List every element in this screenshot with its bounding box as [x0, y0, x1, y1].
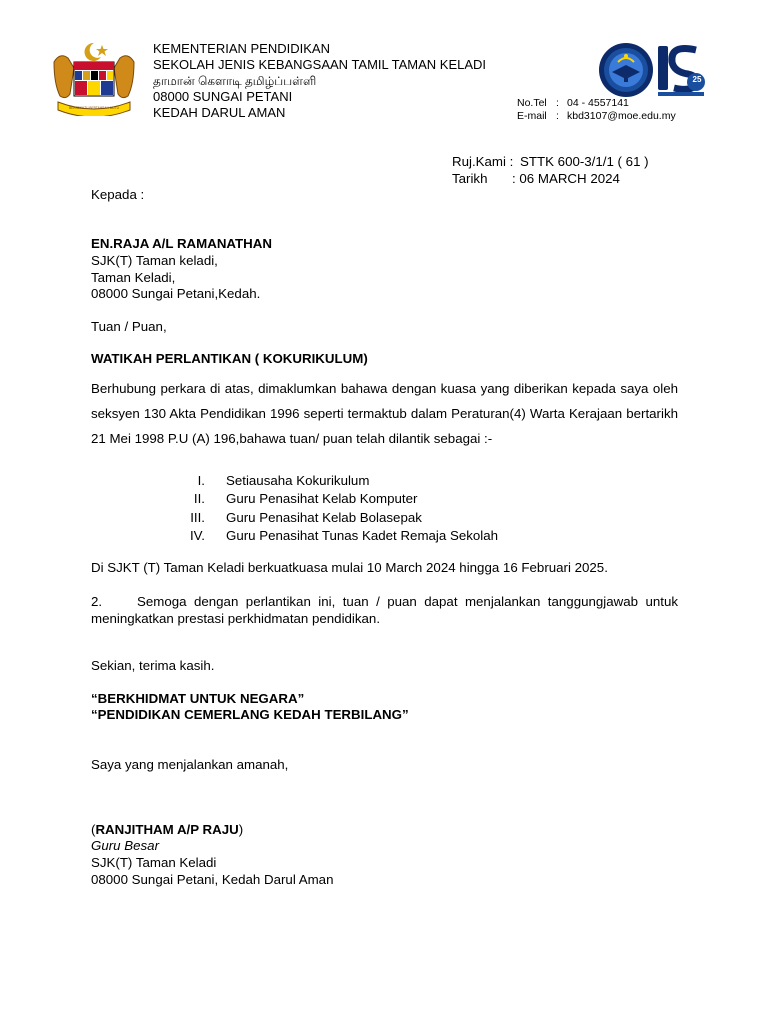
- list-text: Guru Penasihat Kelab Bolasepak: [226, 510, 422, 525]
- school-emblem-icon: [598, 42, 654, 98]
- school-name-tamil: தாமான் கெளாடி தமிழ்ப்பள்ளி: [153, 74, 317, 88]
- school-state: KEDAH DARUL AMAN: [153, 105, 286, 120]
- closing-line: Sekian, terima kasih.: [91, 658, 215, 673]
- list-number: I.: [197, 473, 205, 488]
- body-intro-paragraph: Berhubung perkara di atas, dimaklumkan bahawa dengan kuasa yang diberikan kepada saya oleh seksyen 130 Akta Pendidikan 1996 seperti termaktub dalam Peraturan(4) Warta Kerajaan bertarikh 21 Mei 1998 P.U (A) 196,bahawa tuan/ puan telah dilantik sebagai :-: [91, 381, 678, 446]
- recipient-address-line: SJK(T) Taman keladi,: [91, 253, 218, 268]
- signatory-school: SJK(T) Taman Keladi: [91, 855, 217, 870]
- tel-label: No.Tel: [517, 97, 547, 109]
- letterhead: [0, 0, 768, 130]
- recipient-kepada: Kepada :: [91, 187, 145, 202]
- trust-line: Saya yang menjalankan amanah,: [91, 757, 289, 772]
- email-colon: :: [556, 110, 559, 122]
- list-text: Setiausaha Kokurikulum: [226, 473, 370, 488]
- ref-value: STTK 600-3/1/1 ( 61 ): [520, 154, 649, 169]
- letter-subject: WATIKAH PERLANTIKAN ( KOKURIKULUM): [91, 351, 368, 366]
- recipient-name: EN.RAJA A/L RAMANATHAN: [91, 236, 272, 251]
- paragraph-2: [91, 593, 678, 627]
- motto-line-2: “PENDIDIKAN CEMERLANG KEDAH TERBILANG”: [91, 707, 409, 722]
- signatory-name: RANJITHAM A/P RAJU: [95, 822, 239, 837]
- recipient-address-line: Taman Keladi,: [91, 270, 176, 285]
- tel-value: 04 - 4557141: [567, 97, 629, 109]
- date-value: : 06 MARCH 2024: [512, 171, 620, 186]
- list-number: IV.: [189, 528, 205, 543]
- date-label: Tarikh: [452, 171, 488, 186]
- quality-logo-icon: [656, 42, 706, 98]
- school-name: SEKOLAH JENIS KEBANGSAAN TAMIL TAMAN KELADI: [153, 57, 487, 72]
- ref-label: Ruj.Kami :: [452, 154, 514, 169]
- list-item: [91, 526, 591, 545]
- list-number: III.: [190, 510, 205, 525]
- list-item: [91, 489, 591, 508]
- list-text: Guru Penasihat Kelab Komputer: [226, 491, 418, 506]
- salutation: Tuan / Puan,: [91, 319, 167, 334]
- open-paren: (: [91, 822, 96, 837]
- signatory-title: Guru Besar: [91, 838, 159, 853]
- email-value: kbd3107@moe.edu.my: [567, 110, 676, 122]
- ministry-name: KEMENTERIAN PENDIDIKAN: [153, 41, 330, 56]
- quality-logo-number: 25: [692, 75, 702, 84]
- coat-of-arms-icon: [48, 40, 140, 116]
- signatory-address: 08000 Sungai Petani, Kedah Darul Aman: [91, 872, 334, 887]
- school-postcode-city: 08000 SUNGAI PETANI: [153, 89, 293, 104]
- validity-statement: Di SJKT (T) Taman Keladi berkuatkuasa mulai 10 March 2024 hingga 16 Februari 2025.: [91, 560, 608, 575]
- list-number: II.: [193, 491, 205, 506]
- roles-list: [91, 471, 591, 551]
- list-text: Guru Penasihat Tunas Kadet Remaja Sekolah: [226, 528, 499, 543]
- paragraph-number: 2.: [91, 594, 103, 609]
- recipient-address-line: 08000 Sungai Petani,Kedah.: [91, 286, 261, 301]
- motto-line-1: “BERKHIDMAT UNTUK NEGARA”: [91, 691, 305, 706]
- tel-colon: :: [556, 97, 559, 109]
- close-paren: ): [238, 822, 244, 837]
- list-item: [91, 508, 591, 527]
- signatory-name-line: [91, 821, 243, 838]
- email-label: E-mail: [517, 110, 547, 122]
- crest-motto: BERSEKUTU BERTAMBAH MUTU: [68, 106, 119, 110]
- list-item: [91, 471, 591, 490]
- paragraph-2-text: Semoga dengan perlantikan ini, tuan / puan dapat menjalankan tanggungjawab untuk meningkatkan prestasi perkhidmatan pendidikan.: [91, 594, 678, 626]
